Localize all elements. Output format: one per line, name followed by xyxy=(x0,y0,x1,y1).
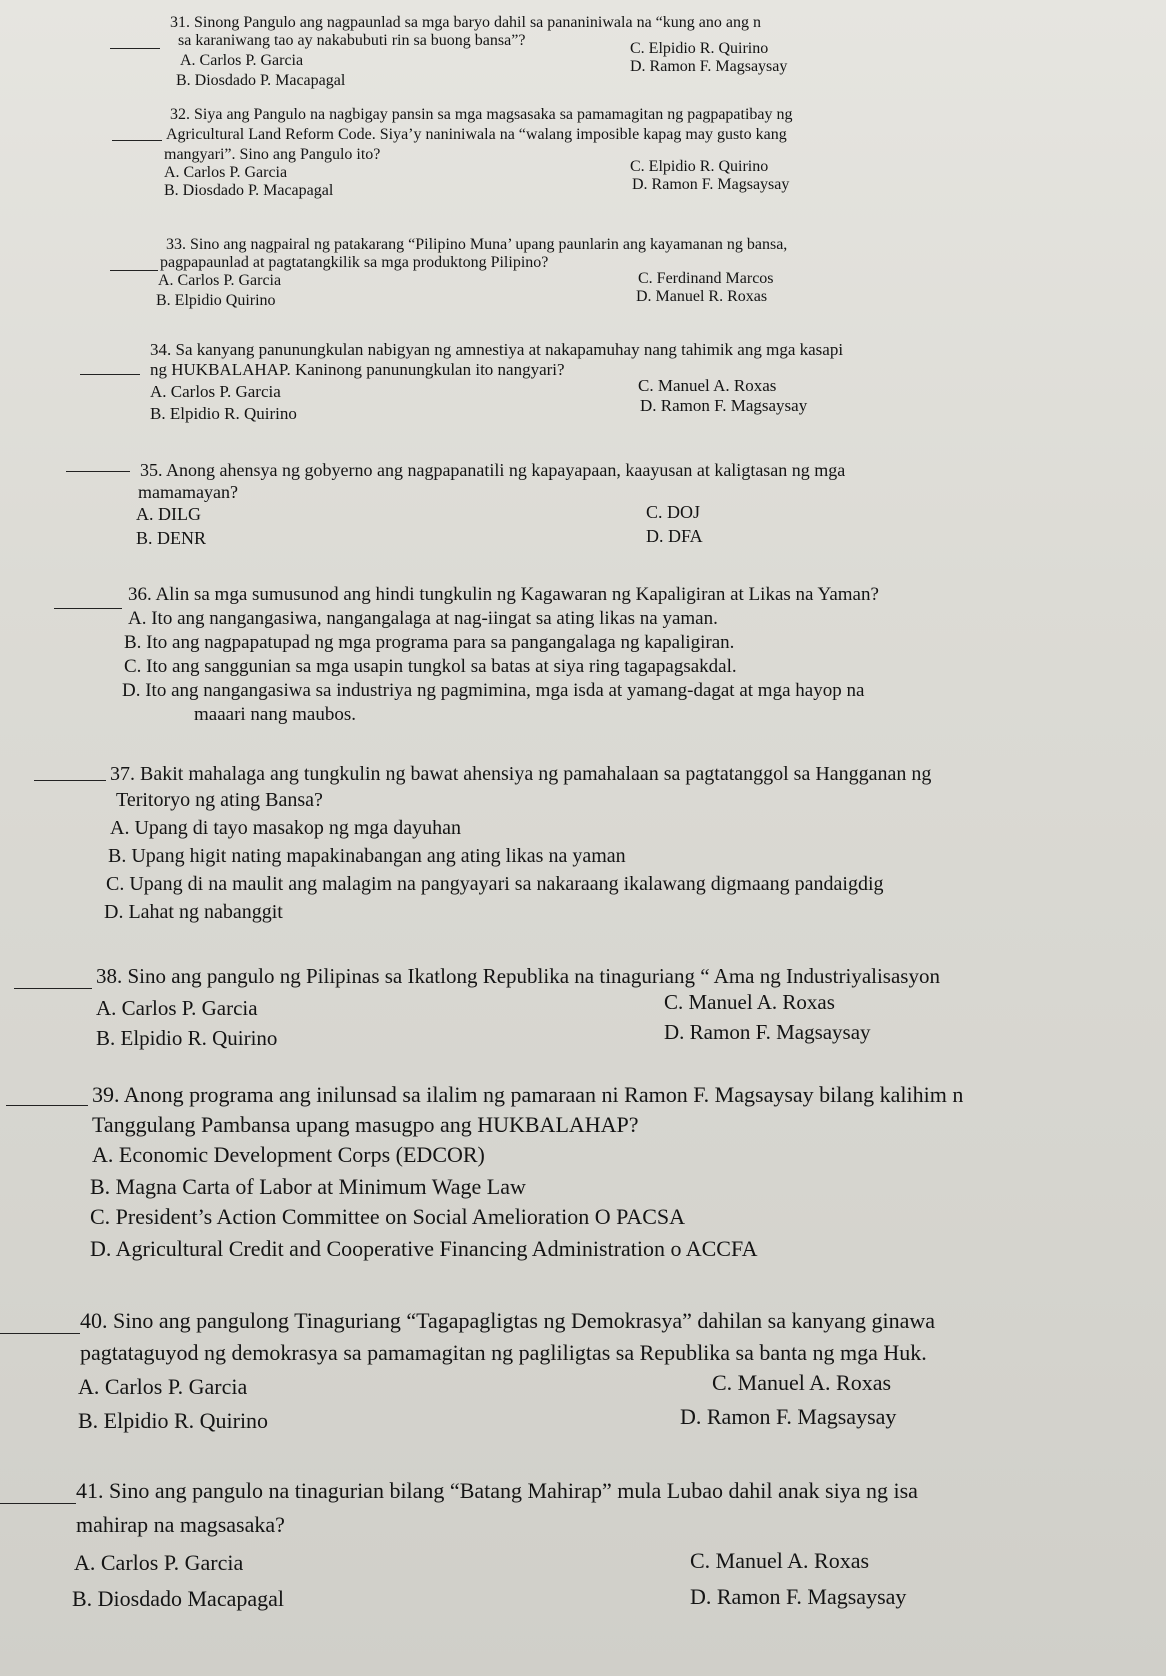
question-text: Teritoryo ng ating Bansa? xyxy=(116,789,323,811)
option-b[interactable]: B. Elpidio R. Quirino xyxy=(78,1408,269,1433)
option-b[interactable]: B. DENR xyxy=(136,528,207,548)
answer-blank[interactable] xyxy=(66,456,130,472)
question-text: Tanggulang Pambansa upang masugpo ang HUKBALAHAP? xyxy=(92,1112,639,1137)
option-a[interactable]: A. Carlos P. Garcia xyxy=(158,272,282,289)
option-d[interactable]: D. Ramon F. Magsaysay xyxy=(640,396,808,415)
option-a[interactable]: A. Carlos P. Garcia xyxy=(150,382,281,401)
option-d[interactable]: D. Ramon F. Magsaysay xyxy=(632,176,790,193)
option-c[interactable]: C. Upang di na maulit ang malagim na pangyayari sa nakaraang ikalawang digmaang pandaigdig xyxy=(106,873,884,895)
question-text: mamamayan? xyxy=(138,482,238,502)
question-text: 34. Sa kanyang panunungkulan nabigyan ng amnestiya at nakapamuhay nang tahimik ang mga kasapi xyxy=(150,340,844,359)
option-b[interactable]: B. Diosdado Macapagal xyxy=(72,1586,284,1611)
question-text: 33. Sino ang nagpairal ng patakarang “Pilipino Muna’ upang paunlarin ang kayamanan ng bansa, xyxy=(166,236,788,253)
question-text: 40. Sino ang pangulong Tinaguriang “Tagapagligtas ng Demokrasya” dahilan sa kanyang ginawa xyxy=(80,1308,936,1333)
question-text: 36. Alin sa mga sumusunod ang hindi tungkulin ng Kagawaran ng Kapaligiran at Likas na Yaman? xyxy=(128,584,879,605)
question-text: sa karaniwang tao ay nakabubuti rin sa buong bansa”? xyxy=(178,32,526,49)
option-a[interactable]: A. Carlos P. Garcia xyxy=(78,1374,248,1399)
question-text: mahirap na magsasaka? xyxy=(76,1512,285,1537)
option-c[interactable]: C. Elpidio R. Quirino xyxy=(630,40,769,57)
option-a[interactable]: A. Carlos P. Garcia xyxy=(96,996,258,1020)
answer-blank[interactable] xyxy=(110,34,160,49)
question-text: 31. Sinong Pangulo ang nagpaunlad sa mga baryo dahil sa pananiniwala na “kung ano ang n xyxy=(170,14,761,31)
option-a[interactable]: A. Economic Development Corps (EDCOR) xyxy=(92,1142,485,1167)
option-d[interactable]: D. Lahat ng nabanggit xyxy=(104,901,283,923)
question-text: pagtataguyod ng demokrasya sa pamamagitan ng pagliligtas sa Republika sa banta ng mga Huk. xyxy=(80,1340,927,1365)
option-a[interactable]: A. DILG xyxy=(136,504,201,524)
option-c[interactable]: C. Manuel A. Roxas xyxy=(690,1548,870,1573)
question-text: pagpapaunlad at pagtatangkilik sa mga produktong Pilipino? xyxy=(160,254,549,271)
option-c[interactable]: C. Manuel A. Roxas xyxy=(664,990,835,1014)
option-b[interactable]: B. Elpidio R. Quirino xyxy=(96,1026,278,1050)
option-a[interactable]: A. Carlos P. Garcia xyxy=(180,52,304,69)
option-d[interactable]: D. Agricultural Credit and Cooperative Financing Administration o ACCFA xyxy=(90,1236,758,1261)
option-b[interactable]: B. Ito ang nagpapatupad ng mga programa para sa pangangalaga ng kapaligiran. xyxy=(124,632,735,653)
answer-blank[interactable] xyxy=(112,126,162,141)
answer-blank[interactable] xyxy=(80,360,140,375)
question-text: ng HUKBALAHAP. Kaninong panunungkulan ito nangyari? xyxy=(150,360,565,379)
question-text: 38. Sino ang pangulo ng Pilipinas sa Ikatlong Republika na tinaguriang “ Ama ng Industriyalisasyon xyxy=(96,964,940,988)
question-text: 37. Bakit mahalaga ang tungkulin ng bawat ahensiya ng pamahalaan sa pagtatanggol sa Hangganan ng xyxy=(110,763,932,785)
option-c[interactable]: C. Elpidio R. Quirino xyxy=(630,158,769,175)
option-a[interactable]: A. Upang di tayo masakop ng mga dayuhan xyxy=(110,817,462,839)
option-d[interactable]: D. Ramon F. Magsaysay xyxy=(690,1584,907,1609)
answer-blank[interactable] xyxy=(0,1484,76,1504)
answer-blank[interactable] xyxy=(54,592,122,609)
question-text: 39. Anong programa ang inilunsad sa ilalim ng pamaraan ni Ramon F. Magsaysay bilang kalihim n xyxy=(92,1082,964,1107)
option-d[interactable]: D. DFA xyxy=(646,526,703,546)
option-c[interactable]: C. Ito ang sanggunian sa mga usapin tungkol sa batas at siya ring tagapagsakdal. xyxy=(124,656,737,677)
answer-blank[interactable] xyxy=(110,256,158,271)
option-b[interactable]: B. Upang higit nating mapakinabangan ang ating likas na yaman xyxy=(108,845,626,867)
question-text: Agricultural Land Reform Code. Siya’y naniniwala na “walang imposible kapag may gusto kang xyxy=(166,126,787,143)
answer-blank[interactable] xyxy=(14,970,92,989)
option-a[interactable]: A. Ito ang nangangasiwa, nangangalaga at nag-iingat sa ating likas na yaman. xyxy=(128,608,718,629)
option-c[interactable]: C. Ferdinand Marcos xyxy=(638,270,774,287)
option-b[interactable]: B. Magna Carta of Labor at Minimum Wage Law xyxy=(90,1174,526,1199)
option-c[interactable]: C. Manuel A. Roxas xyxy=(638,376,777,395)
option-d[interactable]: D. Ramon F. Magsaysay xyxy=(630,58,788,75)
option-b[interactable]: B. Diosdado P. Macapagal xyxy=(176,72,346,89)
option-b[interactable]: B. Diosdado P. Macapagal xyxy=(164,182,334,199)
option-d[interactable]: D. Ramon F. Magsaysay xyxy=(664,1020,871,1044)
option-b[interactable]: B. Elpidio Quirino xyxy=(156,292,276,309)
option-b[interactable]: B. Elpidio R. Quirino xyxy=(150,404,297,423)
question-text: 41. Sino ang pangulo na tinagurian bilang “Batang Mahirap” mula Lubao dahil anak siya ng isa xyxy=(76,1478,918,1503)
option-d[interactable]: D. Ito ang nangangasiwa sa industriya ng pagmimina, mga isda at yamang-dagat at mga hayop na xyxy=(122,680,865,701)
option-c[interactable]: C. DOJ xyxy=(646,502,701,522)
option-d[interactable]: D. Manuel R. Roxas xyxy=(636,288,768,305)
answer-blank[interactable] xyxy=(6,1086,88,1106)
answer-blank[interactable] xyxy=(34,763,106,781)
question-text: mangyari”. Sino ang Pangulo ito? xyxy=(164,146,381,163)
question-text: 32. Siya ang Pangulo na nagbigay pansin sa mga magsasaka sa pamamagitan ng pagpapatibay ng xyxy=(170,106,793,123)
option-d[interactable]: D. Ramon F. Magsaysay xyxy=(680,1404,897,1429)
option-d-continued: maaari nang maubos. xyxy=(194,704,356,725)
answer-blank[interactable] xyxy=(0,1314,80,1334)
option-a[interactable]: A. Carlos P. Garcia xyxy=(74,1550,244,1575)
option-c[interactable]: C. Manuel A. Roxas xyxy=(712,1370,892,1395)
option-c[interactable]: C. President’s Action Committee on Social Amelioration O PACSA xyxy=(90,1204,686,1229)
question-text: 35. Anong ahensya ng gobyerno ang nagpapanatili ng kapayapaan, kaayusan at kaligtasan ng mga xyxy=(140,460,846,480)
option-a[interactable]: A. Carlos P. Garcia xyxy=(164,164,288,181)
